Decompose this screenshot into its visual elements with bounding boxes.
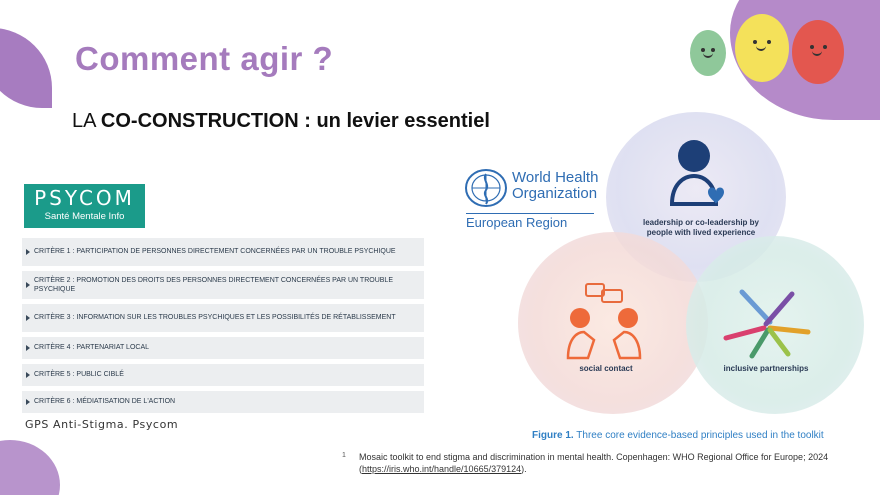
footnote [359,452,871,475]
criteria-item-label: CRITÈRE 5 : PUBLIC CIBLÉ [34,371,124,379]
green-lemon-mascot [690,30,726,76]
footnote-number: 1 [342,452,346,459]
criteria-item-1[interactable] [22,238,424,266]
footnote-suffix: ). [521,463,527,474]
principle-label-social-contact: social contact [579,364,633,373]
who-region: European Region [466,215,568,230]
slide-title: Comment agir ? [75,40,334,77]
social-contact-icon [566,280,650,362]
who-name-line1: World Health [512,169,599,186]
footnote-text: Mosaic toolkit to end stigma and discrimination in mental health. Copenhagen: WHO Regional Office for Europe; 2024 ( [359,452,829,474]
footnote-link[interactable]: https://iris.who.int/handle/10665/379124 [362,463,522,474]
slide-subtitle [72,110,490,133]
criteria-item-2[interactable] [22,271,424,299]
criteria-list [22,238,424,418]
psycom-logo-tagline: Santé Mentale Info [44,211,125,222]
caret-right-icon [26,372,30,378]
criteria-item-label: CRITÈRE 2 : PROMOTION DES DROITS DES PERSONNES DIRECTEMENT CONCERNÉES PAR UN TROUBLE PSYCHIQUE [34,277,393,293]
principle-label-partnerships: inclusive partnerships [723,364,809,373]
who-name [512,170,598,202]
criteria-item-6[interactable] [22,391,424,413]
figure-label: Figure 1. [532,430,574,441]
criteria-item-5[interactable] [22,364,424,386]
yellow-lemon-mascot [735,14,789,82]
criteria-item-label: CRITÈRE 6 : MÉDIATISATION DE L'ACTION [34,398,176,406]
person-heart-icon [664,138,726,210]
subtitle-prefix: LA [72,110,101,132]
psycom-caption: GPS Anti-Stigma. Psycom [25,418,179,431]
psycom-logo-name: PSYCOM [34,186,135,210]
figure-caption-text: Three core evidence-based principles used in the toolkit [576,430,824,441]
figure-caption [532,430,824,441]
who-emblem-icon [464,168,508,208]
caret-right-icon [26,345,30,351]
principle-label-leadership: leadership or co-leadership by people with lived experience [642,218,760,237]
decorative-blob-top-left [0,28,52,108]
red-lemon-mascot [792,20,844,84]
caret-right-icon [26,282,30,288]
psycom-logo [24,184,145,228]
decorative-blob-bottom-left [0,440,60,495]
criteria-item-label: CRITÈRE 3 : INFORMATION SUR LES TROUBLES PSYCHIQUES ET LES POSSIBILITÉS DE RÉTABLISSEMENT [34,314,396,322]
criteria-item-label: CRITÈRE 4 : PARTENARIAT LOCAL [34,344,150,352]
joined-hands-icon [722,288,812,360]
subtitle-bold: CO-CONSTRUCTION : un levier essentiel [100,110,490,132]
caret-right-icon [26,399,30,405]
criteria-item-3[interactable] [22,304,424,332]
criteria-item-4[interactable] [22,337,424,359]
who-name-line2: Organization [512,184,598,202]
caret-right-icon [26,315,30,321]
who-divider [466,213,594,214]
caret-right-icon [26,249,30,255]
criteria-item-label: CRITÈRE 1 : PARTICIPATION DE PERSONNES DIRECTEMENT CONCERNÉES PAR UN TROUBLE PSYCHIQUE [34,248,396,256]
